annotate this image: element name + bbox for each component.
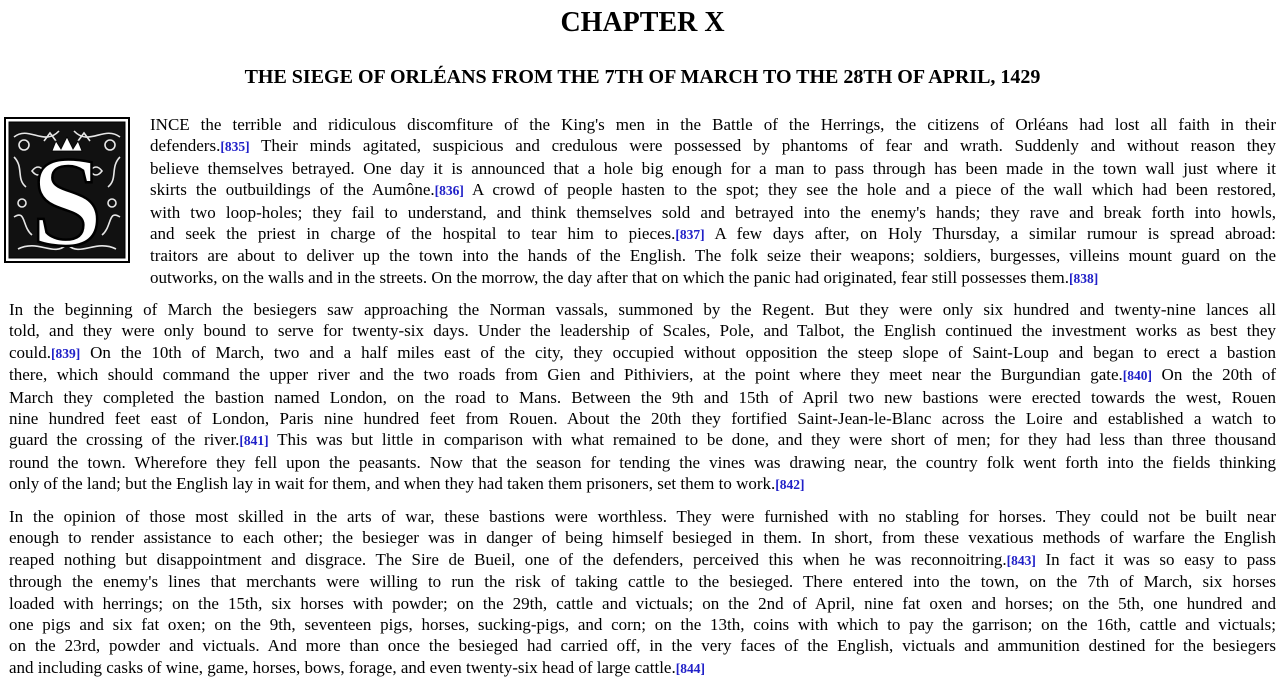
p2-text: On the 10th of March, two and a half miles east of the city, they occupied without opposition the steep slope of Saint-Loup and began to erect a bastion (80, 342, 1276, 362)
p1-line: with two loop-holes; they fail to understand, and think themselves sold and betrayed into the enemy's hands; they rave and break forth into howls, (150, 202, 1276, 222)
p1-text: Their minds agitated, suspicious and credulous were possessed by phantoms of fear and wrath. Suddenly and without reason they (249, 136, 1276, 156)
p2-text: On the 20th of (1152, 365, 1276, 385)
footnote-link-843[interactable]: [843] (1006, 552, 1036, 568)
footnote-link-839[interactable]: [839] (51, 345, 81, 361)
p3-line: In the opinion of those most skilled in the arts of war, these bastions were worthless. They were furnished with no stabling for horses. They could not be built near (9, 507, 1276, 526)
footnote-link-838[interactable]: [838] (1069, 270, 1099, 286)
p1-line (150, 179, 1276, 201)
p2-text: only of the land; but the English lay in wait for them, and when they had taken them prisoners, set them to work. (9, 474, 776, 494)
footnote-link-844[interactable]: [844] (675, 660, 705, 676)
p2-text: could. (9, 342, 52, 362)
p1-line (150, 223, 1276, 245)
footnote-link-837[interactable]: [837] (675, 227, 705, 243)
p1-text: A crowd of people hasten to the spot; they see the hole and a piece of the wall which had been restored, (463, 180, 1277, 200)
footnote-link-840[interactable]: [840] (1122, 368, 1153, 384)
paragraph-3 (9, 506, 1276, 679)
p2-line (9, 364, 1276, 386)
p1-line: traitors are about to deliver up the town into the hands of the English. The folk seize their weapons; soldiers, burgesses, villeins mount guard on the (150, 246, 1276, 266)
p2-line: told, and they were only bound to serve for twenty-six days. Under the leadership of Scales, Pole, and Talbot, the English continued the investment works as best they (9, 321, 1276, 341)
footnote-link-842[interactable]: [842] (775, 477, 805, 493)
p2-text: there, which should command the upper river and the two roads from Gien and Pithiviers, at the point where they meet near the Burgundian gate. (9, 365, 1123, 385)
p1-line (150, 135, 1276, 157)
p3-text: and including casks of wine, game, horses, bows, forage, and even twenty-six head of large cattle. (9, 657, 676, 677)
p3-line: loaded with herrings; on the 15th, six horses with powder; on the 29th, cattle and victuals; on the 2nd of April, nine fat oxen and horses; on the 5th, one hundred and (9, 593, 1276, 613)
p1-text: and seek the priest in charge of the hospital to tear him to pieces. (150, 224, 676, 244)
p2-text: guard the crossing of the river. (9, 430, 240, 450)
p2-text: This was but little in comparison with what remained to be done, and they were short of men; for they had less than three thousand (268, 430, 1276, 450)
p2-line (9, 473, 1276, 495)
p2-line: round the town. Wherefore they fell upon the peasants. Now that the season for tending the vines was drawing near, the country folk went forth into the fields thinking (9, 452, 1276, 472)
p3-line (9, 549, 1276, 571)
p2-line: In the beginning of March the besiegers saw approaching the Norman vassals, summoned by the Regent. But they were only six hundred and twenty-nine lances all (9, 300, 1276, 319)
paragraph-1 (150, 114, 1276, 289)
paragraph-2 (9, 299, 1276, 496)
p1-text: skirts the outbuildings of the Aumône. (150, 180, 435, 200)
p3-line: enough to render assistance to each other; the besieger was in danger of being himself besieged in them. In short, from these vexatious methods of warfare the English (9, 528, 1276, 548)
p1-line (150, 267, 1276, 289)
p1-text: outworks, on the walls and in the streets. On the morrow, the day after that on which the panic had originated, fear still possesses them. (150, 267, 1070, 287)
section-title: THE SIEGE OF ORLÉANS FROM THE 7TH OF MARCH TO THE 28TH OF APRIL, 1429 (244, 66, 1041, 88)
p3-line: one pigs and six fat oxen; on the 9th, seventeen pigs, horses, sucking-pigs, and corn; on the 13th, coins with which to pay the garrison; on the 16th, cattle and victuals; (9, 615, 1276, 635)
dropcap-letter: S (31, 131, 103, 263)
p3-text: In fact it was so easy to pass (1035, 549, 1277, 569)
p1-line: INCE the terrible and ridiculous discomfiture of the King's men in the Battle of the Herrings, the citizens of Orléans had lost all faith in their (150, 115, 1276, 134)
chapter-title: CHAPTER X (560, 7, 725, 38)
footnote-link-841[interactable]: [841] (239, 433, 269, 449)
p3-line: through the enemy's lines that merchants were willing to run the risk of taking cattle to the besieged. There entered into the town, on the 7th of March, six horses (9, 572, 1276, 592)
p2-line: nine hundred feet east of London, Paris nine hundred feet from Rouen. About the 20th they fortified Saint-Jean-le-Blanc across the Loire and established a watch to (9, 409, 1276, 429)
p2-line (9, 429, 1276, 451)
p1-text: A few days after, on Holy Thursday, a similar rumour is spread abroad: (704, 224, 1276, 244)
p2-line: March they completed the bastion named London, on the road to Mans. Between the 9th and 15th of April two new bastions were erected towards the west, Rouen (9, 387, 1276, 407)
p1-text: defenders. (150, 136, 221, 156)
p2-line (9, 342, 1276, 364)
footnote-link-836[interactable]: [836] (434, 183, 464, 199)
p3-line: on the 23rd, powder and victuals. And more than once the besieged had carried off, in the very faces of the English, victuals and ammunition destined for the besiegers (9, 636, 1276, 656)
p3-text: reaped nothing but disappointment and disgrace. The Sire de Bueil, one of the defenders, perceived this when he was reconnoitring. (9, 549, 1007, 569)
dropcap-illustration (4, 117, 130, 263)
footnote-link-835[interactable]: [835] (220, 139, 250, 155)
p1-line: believe themselves betrayed. One day it is announced that a hole big enough for a man to pass through has been made in the town wall just where it (150, 158, 1276, 178)
p3-line (9, 657, 1276, 679)
